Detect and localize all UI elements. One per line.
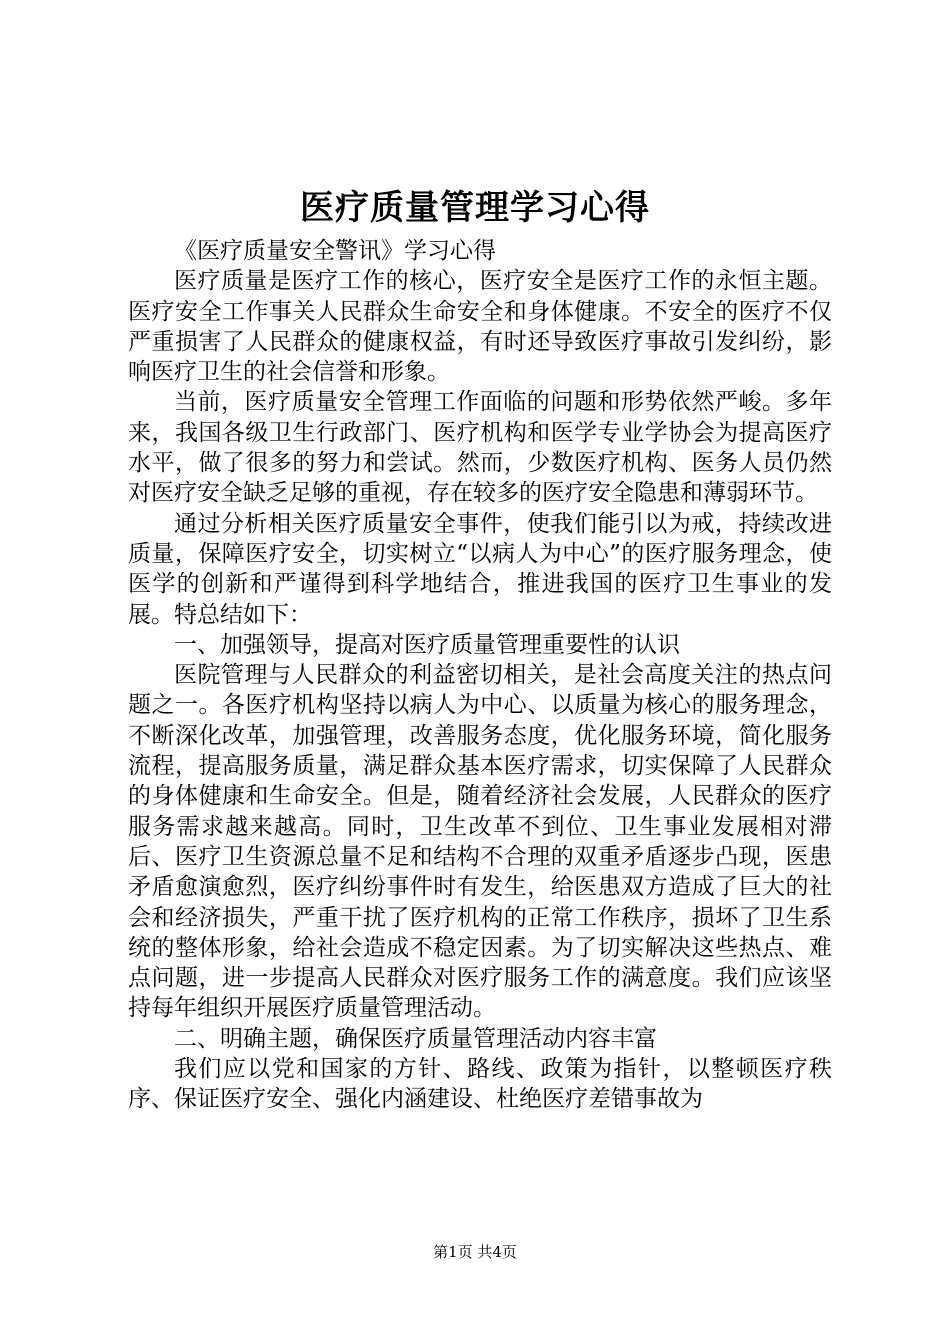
body-paragraph: 医院管理与人民群众的利益密切相关，是社会高度关注的热点问题之一。各医疗机构坚持以病人为中心、以质量为核心的服务理念，不断深化改革，加强管理，改善服务态度，优化服务环境，简化服务流程，提高服务质量，满足群众基本医疗需求，切实保障了人民群众的身体健康和生命安全。但是，随着经济社会发展，人民群众的医疗服务需求越来越高。同时，卫生改革不到位、卫生事业发展相对滞后、医疗卫生资源总量不足和结构不合理的双重矛盾逐步凸现，医患矛盾愈演愈烈，医疗纠纷事件时有发生，给医患双方造成了巨大的社会和经济损失，严重干扰了医疗机构的正常工作秩序，损坏了卫生系统的整体形象，给社会造成不稳定因素。为了切实解决这些热点、难点问题，进一步提高人民群众对医疗服务工作的满意度。我们应该坚持每年组织开展医疗质量管理活动。 bbox=[128, 662, 832, 1022]
body-paragraph: 医疗质量是医疗工作的核心，医疗安全是医疗工作的永恒主题。医疗安全工作事关人民群众生命安全和身体健康。不安全的医疗不仅严重损害了人民群众的健康权益，有时还导致医疗事故引发纠纷，影响医疗卫生的社会信誉和形象。 bbox=[128, 268, 832, 386]
section-heading: 二、明确主题，确保医疗质量管理活动内容丰富 bbox=[174, 1025, 657, 1052]
document-title: 医疗质量管理学习心得 bbox=[300, 188, 650, 228]
body-paragraph: 我们应以党和国家的方针、路线、政策为指针，以整顿医疗秩序、保证医疗安全、强化内涵建设、杜绝医疗差错事故为 bbox=[128, 1056, 832, 1113]
document-body bbox=[128, 236, 832, 1115]
page-number-footer: 第1页 共4页 bbox=[433, 1243, 517, 1261]
section-heading: 一、加强领导，提高对医疗质量管理重要性的认识 bbox=[174, 631, 680, 658]
body-paragraph: 当前，医疗质量安全管理工作面临的问题和形势依然严峻。多年来，我国各级卫生行政部门、医疗机构和医学专业学协会为提高医疗水平，做了很多的努力和尝试。然而，少数医疗机构、医务人员仍然对医疗安全缺乏足够的重视，存在较多的医疗安全隐患和薄弱环节。 bbox=[128, 389, 832, 507]
subtitle-paragraph: 《医疗质量安全警讯》学习心得 bbox=[174, 238, 496, 264]
body-paragraph: 通过分析相关医疗质量安全事件，使我们能引以为戒，持续改进质量，保障医疗安全，切实树立“以病人为中心”的医疗服务理念，使医学的创新和严谨得到科学地结合，推进我国的医疗卫生事业的发展。特总结如下： bbox=[128, 510, 832, 628]
